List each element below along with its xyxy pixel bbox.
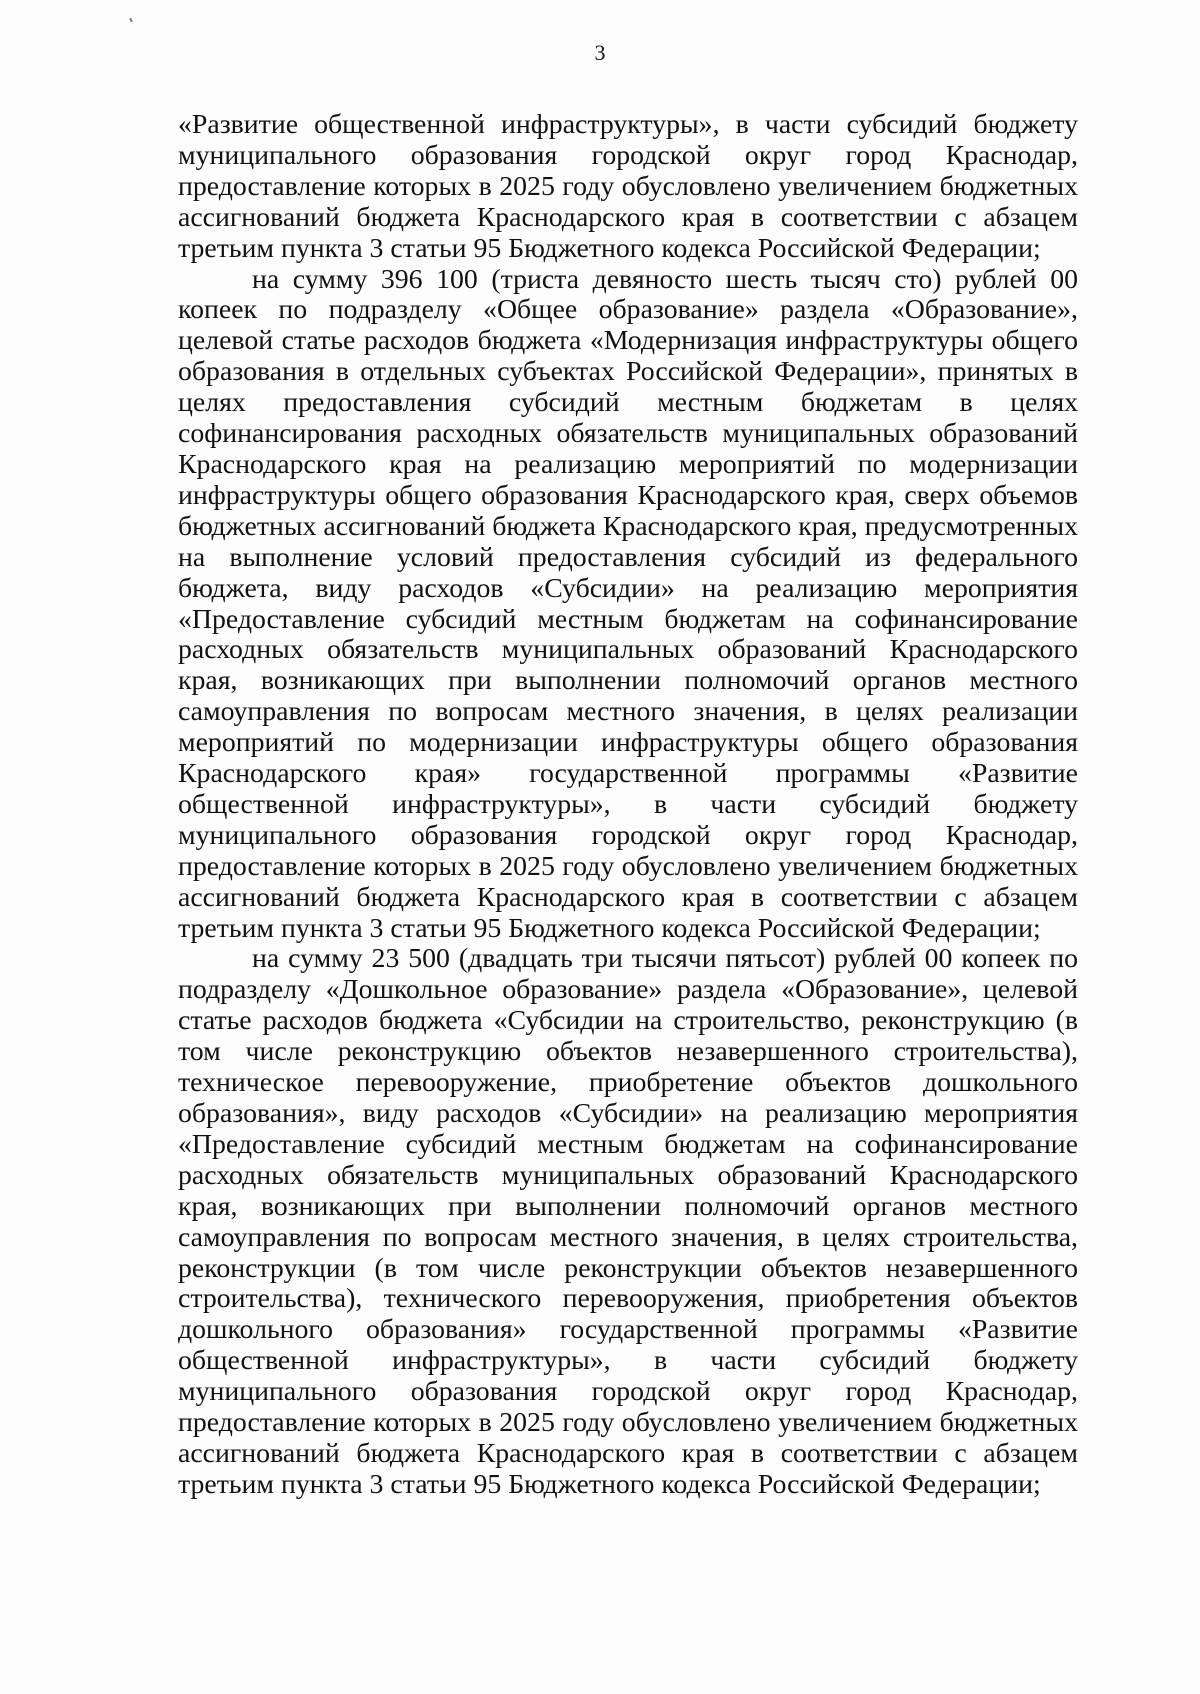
paragraph-preschool-education: на сумму 23 500 (двадцать три тысячи пятьсот) рублей 00 копеек по подразделу «Дошкольное образование» раздела «Образование», целевой статье расходов бюджета «Субсидии на строительство, реконструкцию (в том числе реконструкцию объектов незавершенного строительства), техническое перевооружение, приобретение объектов дошкольного образования», виду расходов «Субсидии» на реализацию мероприятия «Предоставление субсидий местным бюджетам на софинансирование расходных обязательств муниципальных образований Краснодарского края, возникающих при выполнении полномочий органов местного самоуправления по вопросам местного значения, в целях строительства, реконструкции (в том числе реконструкции объектов незавершенного строительства), технического перевооружения, приобретения объектов дошкольного образования» государственной программы «Развитие общественной инфраструктуры», в части субсидий бюджету муниципального образования городской округ город Краснодар, предоставление которых в 2025 году обусловлено увеличением бюджетных ассигнований бюджета Краснодарского края в соответствии с абзацем третьим пункта 3 статьи 95 Бюджетного кодекса Российской Федерации; — [178, 943, 1078, 1500]
paragraph-general-education: на сумму 396 100 (триста девяносто шесть тысяч сто) рублей 00 копеек по подразделу «Общее образование» раздела «Образование», целевой статье расходов бюджета «Модернизация инфраструктуры общего образования в отдельных субъектах Российской Федерации», принятых в целях предоставления субсидий местным бюджетам в целях софинансирования расходных обязательств муниципальных образований Краснодарского края на реализацию мероприятий по модернизации инфраструктуры общего образования Краснодарского края, сверх объемов бюджетных ассигнований бюджета Краснодарского края, предусмотренных на выполнение условий предоставления субсидий из федерального бюджета, виду расходов «Субсидии» на реализацию мероприятия «Предоставление субсидий местным бюджетам на софинансирование расходных обязательств муниципальных образований Краснодарского края, возникающих при выполнении полномочий органов местного самоуправления по вопросам местного значения, в целях реализации мероприятий по модернизации инфраструктуры общего образования Краснодарского края» государственной программы «Развитие общественной инфраструктуры», в части субсидий бюджету муниципального образования городской округ город Краснодар, предоставление которых в 2025 году обусловлено увеличением бюджетных ассигнований бюджета Краснодарского края в соответствии с абзацем третьим пункта 3 статьи 95 Бюджетного кодекса Российской Федерации; — [178, 263, 1078, 944]
paragraph-continuation: «Развитие общественной инфраструктуры», в части субсидий бюджету муниципального образования городской округ город Краснодар, предоставление которых в 2025 году обусловлено увеличением бюджетных ассигнований бюджета Краснодарского края в соответствии с абзацем третьим пункта 3 статьи 95 Бюджетного кодекса Российской Федерации; — [178, 109, 1078, 264]
document-body — [178, 110, 1078, 1501]
scan-speck — [129, 18, 133, 22]
page-number: 3 — [594, 40, 606, 65]
